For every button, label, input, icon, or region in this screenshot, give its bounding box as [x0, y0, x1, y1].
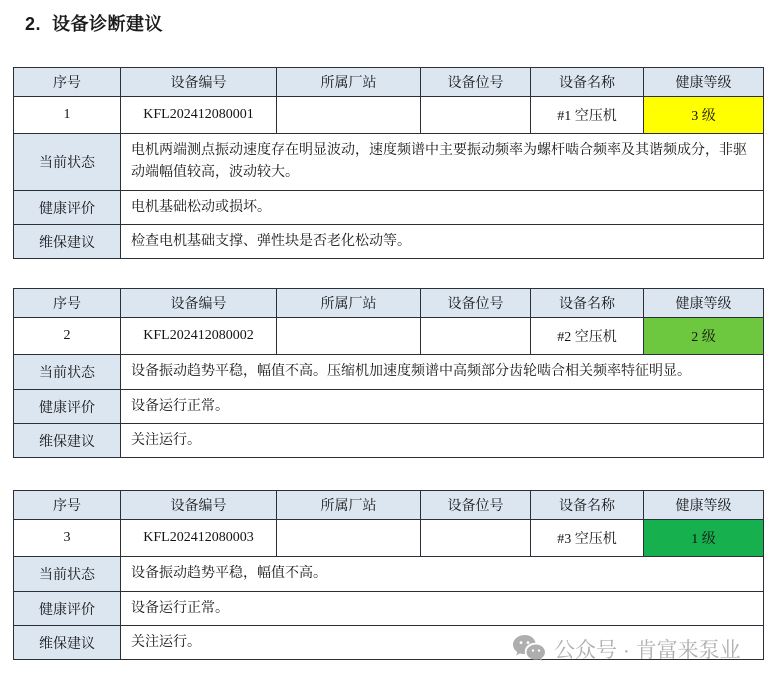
- device-data-row: [14, 318, 764, 355]
- maintenance-label: 维保建议: [14, 424, 121, 458]
- table-header-row: [14, 68, 764, 97]
- device-table-2: [13, 288, 764, 458]
- header-cell-name: 设备名称: [531, 68, 644, 97]
- page-title: 2. 设备诊断建议: [25, 14, 164, 34]
- device-seq: 1: [14, 97, 121, 134]
- device-station: [277, 520, 421, 557]
- header-cell-code: 设备编号: [121, 68, 277, 97]
- header-cell-station: 所属厂站: [277, 491, 421, 520]
- device-name: #2 空压机: [531, 318, 644, 355]
- device-data-row: [14, 520, 764, 557]
- status-label: 当前状态: [14, 557, 121, 592]
- status-row: [14, 557, 764, 592]
- maintenance-label: 维保建议: [14, 626, 121, 660]
- device-station: [277, 318, 421, 355]
- device-name: #1 空压机: [531, 97, 644, 134]
- evaluation-text: 设备运行正常。: [121, 390, 764, 424]
- evaluation-text: 电机基础松动或损坏。: [121, 191, 764, 225]
- header-cell-seq: 序号: [14, 68, 121, 97]
- status-label: 当前状态: [14, 355, 121, 390]
- status-row: [14, 355, 764, 390]
- evaluation-label: 健康评价: [14, 390, 121, 424]
- evaluation-row: [14, 191, 764, 225]
- device-code: KFL202412080001: [121, 97, 277, 134]
- evaluation-label: 健康评价: [14, 191, 121, 225]
- device-code: KFL202412080002: [121, 318, 277, 355]
- maintenance-label: 维保建议: [14, 225, 121, 259]
- header-cell-seq: 序号: [14, 491, 121, 520]
- health-level-badge: 1 级: [644, 520, 764, 557]
- health-level-badge: 3 级: [644, 97, 764, 134]
- watermark-text: 公众号 · 肯富来泵业: [554, 639, 741, 662]
- status-text: 设备振动趋势平稳，幅值不高。: [121, 557, 764, 592]
- device-tag: [421, 520, 531, 557]
- status-text: 设备振动趋势平稳，幅值不高。压缩机加速度频谱中高频部分齿轮啮合相关频率特征明显。: [121, 355, 764, 390]
- device-seq: 2: [14, 318, 121, 355]
- device-data-row: [14, 97, 764, 134]
- evaluation-label: 健康评价: [14, 592, 121, 626]
- status-row: [14, 134, 764, 191]
- status-text: 电机两端测点振动速度存在明显波动，速度频谱中主要振动频率为螺杆啮合频率及其谐频成分，非驱动端幅值较高，波动较大。: [121, 134, 764, 191]
- maintenance-text: 关注运行。: [121, 424, 764, 458]
- table-header-row: [14, 289, 764, 318]
- health-level-badge: 2 级: [644, 318, 764, 355]
- watermark: [512, 632, 768, 666]
- header-cell-code: 设备编号: [121, 491, 277, 520]
- maintenance-row: [14, 225, 764, 259]
- wechat-icon: [512, 634, 546, 664]
- device-tag: [421, 97, 531, 134]
- evaluation-text: 设备运行正常。: [121, 592, 764, 626]
- header-cell-station: 所属厂站: [277, 68, 421, 97]
- device-seq: 3: [14, 520, 121, 557]
- device-table-1: [13, 67, 764, 259]
- header-cell-level: 健康等级: [644, 68, 764, 97]
- header-cell-code: 设备编号: [121, 289, 277, 318]
- maintenance-row: [14, 424, 764, 458]
- header-cell-station: 所属厂站: [277, 289, 421, 318]
- header-cell-level: 健康等级: [644, 491, 764, 520]
- device-tag: [421, 318, 531, 355]
- maintenance-text: 关注运行。: [121, 626, 764, 660]
- header-cell-tag: 设备位号: [421, 491, 531, 520]
- maintenance-text: 检查电机基础支撑、弹性块是否老化松动等。: [121, 225, 764, 259]
- device-name: #3 空压机: [531, 520, 644, 557]
- header-cell-tag: 设备位号: [421, 289, 531, 318]
- status-label: 当前状态: [14, 134, 121, 191]
- device-station: [277, 97, 421, 134]
- header-cell-name: 设备名称: [531, 491, 644, 520]
- header-cell-level: 健康等级: [644, 289, 764, 318]
- header-cell-name: 设备名称: [531, 289, 644, 318]
- header-cell-tag: 设备位号: [421, 68, 531, 97]
- evaluation-row: [14, 390, 764, 424]
- table-header-row: [14, 491, 764, 520]
- header-cell-seq: 序号: [14, 289, 121, 318]
- device-code: KFL202412080003: [121, 520, 277, 557]
- evaluation-row: [14, 592, 764, 626]
